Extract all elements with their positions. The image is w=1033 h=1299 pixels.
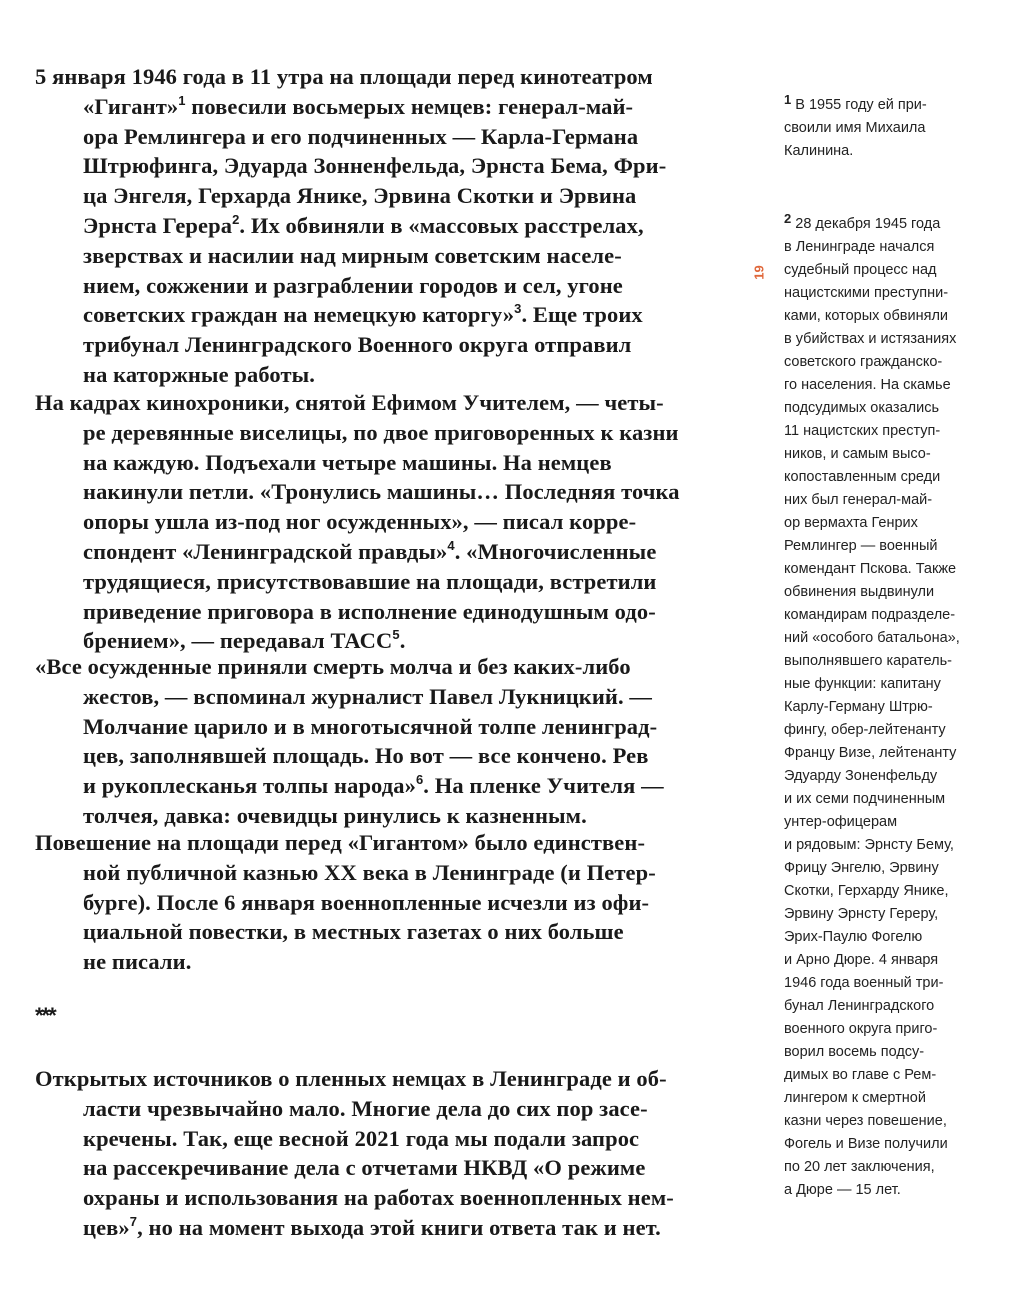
line-text: бурге). После 6 января военнопленные исчезли из офи- [83,889,650,915]
note-line [784,604,1024,627]
text-line [35,300,666,330]
note-line [784,834,1024,857]
text-line [35,241,666,271]
text-line [35,181,666,211]
note-text: унтер-офицерам [784,814,898,830]
footnote-number: 2 [784,211,792,226]
text-line [35,682,664,712]
note-text: них был генерал-май- [784,492,933,508]
text-line [35,271,666,301]
note-line [784,328,1024,351]
note-text: Эрвину Эрнсту Гереру, [784,906,939,922]
note-line [784,259,1024,282]
line-text: цев» [83,1214,130,1240]
note-text: 1946 года военный три- [784,975,944,991]
footnote-number: 1 [784,92,792,107]
paragraph-archives [35,1064,674,1243]
line-text: и рукоплесканья толпы народа» [83,773,416,799]
text-line [35,1094,674,1124]
footnote-ref[interactable]: 5 [392,627,400,643]
line-text: трудящиеся, присутствовавшие на площади, встретили [83,568,657,594]
note-text: бунал Ленинградского [784,998,935,1014]
note-text: фингу, обер-лейтенанту [784,722,946,738]
line-text: Повешение на площади перед «Гигантом» было единствен- [35,830,646,855]
note-line [784,1179,1024,1202]
note-text: 28 декабря 1945 года [791,216,941,232]
line-text: трибунал Ленинградского Военного округа отправил [83,332,632,358]
note-line [784,765,1024,788]
note-text: в Ленинграде начался [784,239,935,255]
note-text: го населения. На скамье [784,377,951,393]
note-text: а Дюре — 15 лет. [784,1182,901,1198]
note-line [784,857,1024,880]
text-line [35,597,680,627]
text-line [35,360,666,390]
note-line [784,351,1024,374]
note-line [784,1156,1024,1179]
note-text: ворил восемь подсу- [784,1044,925,1060]
note-line [784,972,1024,995]
line-text: ца Энгеля, Герхарда Янике, Эрвина Скотки и Эрвина [83,183,637,209]
text-line [35,151,666,181]
note-text: в убийствах и истязаниях [784,331,957,347]
note-text: ников, и самым высо- [784,446,931,462]
text-line [35,858,656,888]
note-text: димых во главе с Рем- [784,1067,937,1083]
note-text: и Арно Дюре. 4 января [784,952,939,968]
line-text: жестов, — вспоминал журналист Павел Лукницкий. — [83,683,653,709]
note-line [784,282,1024,305]
text-line [35,537,680,567]
note-line [784,788,1024,811]
page-number: 19 [751,265,767,280]
note-text: лингером к смертной [784,1090,926,1106]
note-line [784,397,1024,420]
text-line [35,567,680,597]
line-text: «Гигант» [83,93,179,119]
note-text: Эрих-Паулю Фогелю [784,929,923,945]
note-text: и их семи подчиненным [784,791,946,807]
text-line [35,507,680,537]
line-text: ора Ремлингера и его подчиненных — Карла-Германа [83,123,639,149]
line-text: . На пленке Учителя — [423,773,664,799]
note-line [784,811,1024,834]
note-text: и рядовым: Эрнсту Бему, [784,837,954,853]
note-line [784,903,1024,926]
line-text: нием, сожжении и разграблении городов и сел, угоне [83,272,623,298]
note-line [784,995,1024,1018]
note-line [784,1087,1024,1110]
text-line [35,448,680,478]
text-line [35,62,666,92]
note-text: выполнявшего каратель- [784,653,952,669]
note-text: Эдуарду Зоненфельду [784,768,938,784]
line-text: Штрюфинга, Эдуарда Зонненфельда, Эрнста Бема, Фри- [83,153,667,179]
note-text: Карлу-Герману Штрю- [784,699,933,715]
note-line [784,535,1024,558]
line-text: брением», — передавал ТАСС [83,628,393,654]
line-text: . Еще троих [521,302,643,328]
footnote-ref[interactable]: 3 [514,301,522,317]
note-line [784,443,1024,466]
text-line [35,122,666,152]
text-line [35,92,666,122]
line-text: «Все осужденные приняли смерть молча и без каких-либо [35,654,631,679]
note-line [784,466,1024,489]
line-text: . [399,628,406,654]
note-text: советского гражданско- [784,354,943,370]
note-line [784,94,1024,117]
note-line [784,374,1024,397]
footnote-ref[interactable]: 6 [415,772,424,788]
section-divider: *** [35,1003,55,1028]
note-text: обвинения выдвинули [784,584,935,600]
note-text: Францу Визе, лейтенанту [784,745,957,761]
note-text: судебный процесс над [784,262,937,278]
note-line [784,558,1024,581]
line-text: опоры ушла из-под ног осужденных», — писал корре- [83,509,637,535]
paragraph-execution [35,62,666,390]
note-line [784,926,1024,949]
text-line [35,211,666,241]
note-line [784,880,1024,903]
note-line [784,719,1024,742]
note-line [784,512,1024,535]
line-text: . Их обвиняли в «массовых расстрелах, [239,212,644,238]
footnote-ref[interactable]: 7 [129,1213,138,1229]
note-text: ные функции: капитану [784,676,941,692]
line-text: охраны и использования на работах военнопленных нем- [83,1185,674,1211]
line-text: Молчание царило и в многотысячной толпе ленинград- [83,713,658,739]
note-line [784,581,1024,604]
footnote-1 [784,94,1024,163]
note-text: ор вермахта Генрих [784,515,918,531]
paragraph-public-execution [35,828,656,977]
line-text: накинули петли. «Тронулись машины… Последняя точка [83,479,680,505]
line-text: кречены. Так, еще весной 2021 года мы подали запрос [83,1125,640,1151]
line-text: на каждую. Подъехали четыре машины. На немцев [83,449,612,475]
line-text: повесили восьмерых немцев: генерал-май- [185,93,634,119]
line-text: спондент «Ленинградской правды» [83,538,448,564]
note-line [784,213,1024,236]
text-line [35,1183,674,1213]
footnote-ref[interactable]: 1 [178,92,186,108]
note-text: Фогель и Визе получили [784,1136,948,1152]
note-text: комендант Пскова. Также [784,561,957,577]
line-text: ной публичной казнью XX века в Ленинграде (и Петер- [83,859,656,885]
line-text: толчея, давка: очевидцы ринулись к казненным. [83,802,587,828]
text-line [35,771,664,801]
line-text: Эрнста Герера [83,212,233,238]
note-text: Калинина. [784,143,854,159]
text-line [35,917,656,947]
text-line [35,1153,674,1183]
note-text: Скотки, Герхарду Янике, [784,883,949,899]
note-line [784,140,1024,163]
line-text: ласти чрезвычайно мало. Многие дела до сих пор засе- [83,1095,648,1121]
note-line [784,1041,1024,1064]
line-text: советских граждан на немецкую каторгу» [83,302,515,328]
text-line [35,652,664,682]
note-line [784,117,1024,140]
note-line [784,1064,1024,1087]
text-line [35,330,666,360]
note-line [784,305,1024,328]
text-line [35,741,664,771]
note-line [784,949,1024,972]
paragraph-lukniczky-quote [35,652,664,831]
line-text: 5 января 1946 года в 11 утра на площади перед кинотеатром [35,64,653,89]
note-text: военного округа приго- [784,1021,938,1037]
note-line [784,489,1024,512]
footnote-2 [784,213,1024,1202]
note-text: своили имя Михаила [784,120,926,136]
note-line [784,742,1024,765]
note-line [784,1133,1024,1156]
text-line [35,712,664,742]
text-line [35,888,656,918]
note-line [784,420,1024,443]
note-text: нацистскими преступни- [784,285,949,301]
note-line [784,236,1024,259]
text-line [35,1064,674,1094]
note-text: ками, которых обвиняли [784,308,949,324]
text-line [35,801,664,831]
note-text: ний «особого батальона», [784,630,960,646]
text-line [35,1213,674,1243]
line-text: не писали. [83,949,192,975]
note-text: копоставленным среди [784,469,941,485]
note-line [784,627,1024,650]
paragraph-newsreel [35,388,680,656]
note-text: командирам подразделе- [784,607,956,623]
note-text: подсудимых оказались [784,400,940,416]
note-text: Ремлингер — военный [784,538,938,554]
note-text: В 1955 году ей при- [791,97,927,113]
line-text: циальной повестки, в местных газетах о них больше [83,919,624,945]
line-text: цев, заполнявшей площадь. Но вот — все кончено. Рев [83,743,649,769]
line-text: на рассекречивание дела с отчетами НКВД «О режиме [83,1155,646,1181]
text-line [35,1124,674,1154]
line-text: На кадрах кинохроники, снятой Ефимом Учителем, — четы- [35,390,664,415]
text-line [35,477,680,507]
line-text: зверствах и насилии над мирным советским населе- [83,242,622,268]
footnote-ref[interactable]: 4 [447,537,455,553]
line-text: ре деревянные виселицы, по двое приговоренных к казни [83,419,679,445]
line-text: Открытых источников о пленных немцах в Ленинграде и об- [35,1066,667,1091]
text-line [35,418,680,448]
note-text: по 20 лет заключения, [784,1159,935,1175]
note-line [784,1110,1024,1133]
note-text: казни через повешение, [784,1113,947,1129]
footnote-ref[interactable]: 2 [232,211,240,227]
note-line [784,650,1024,673]
note-text: Фрицу Энгелю, Эрвину [784,860,939,876]
line-text: приведение приговора в исполнение единодушным одо- [83,598,656,624]
note-text: 11 нацистских преступ- [784,423,941,439]
line-text: на каторжные работы. [83,361,316,387]
text-line [35,828,656,858]
note-line [784,673,1024,696]
note-line [784,696,1024,719]
text-line [35,388,680,418]
text-line [35,947,656,977]
note-line [784,1018,1024,1041]
line-text: . «Многочисленные [454,538,657,564]
line-text: , но на момент выхода этой книги ответа так и нет. [137,1214,661,1240]
